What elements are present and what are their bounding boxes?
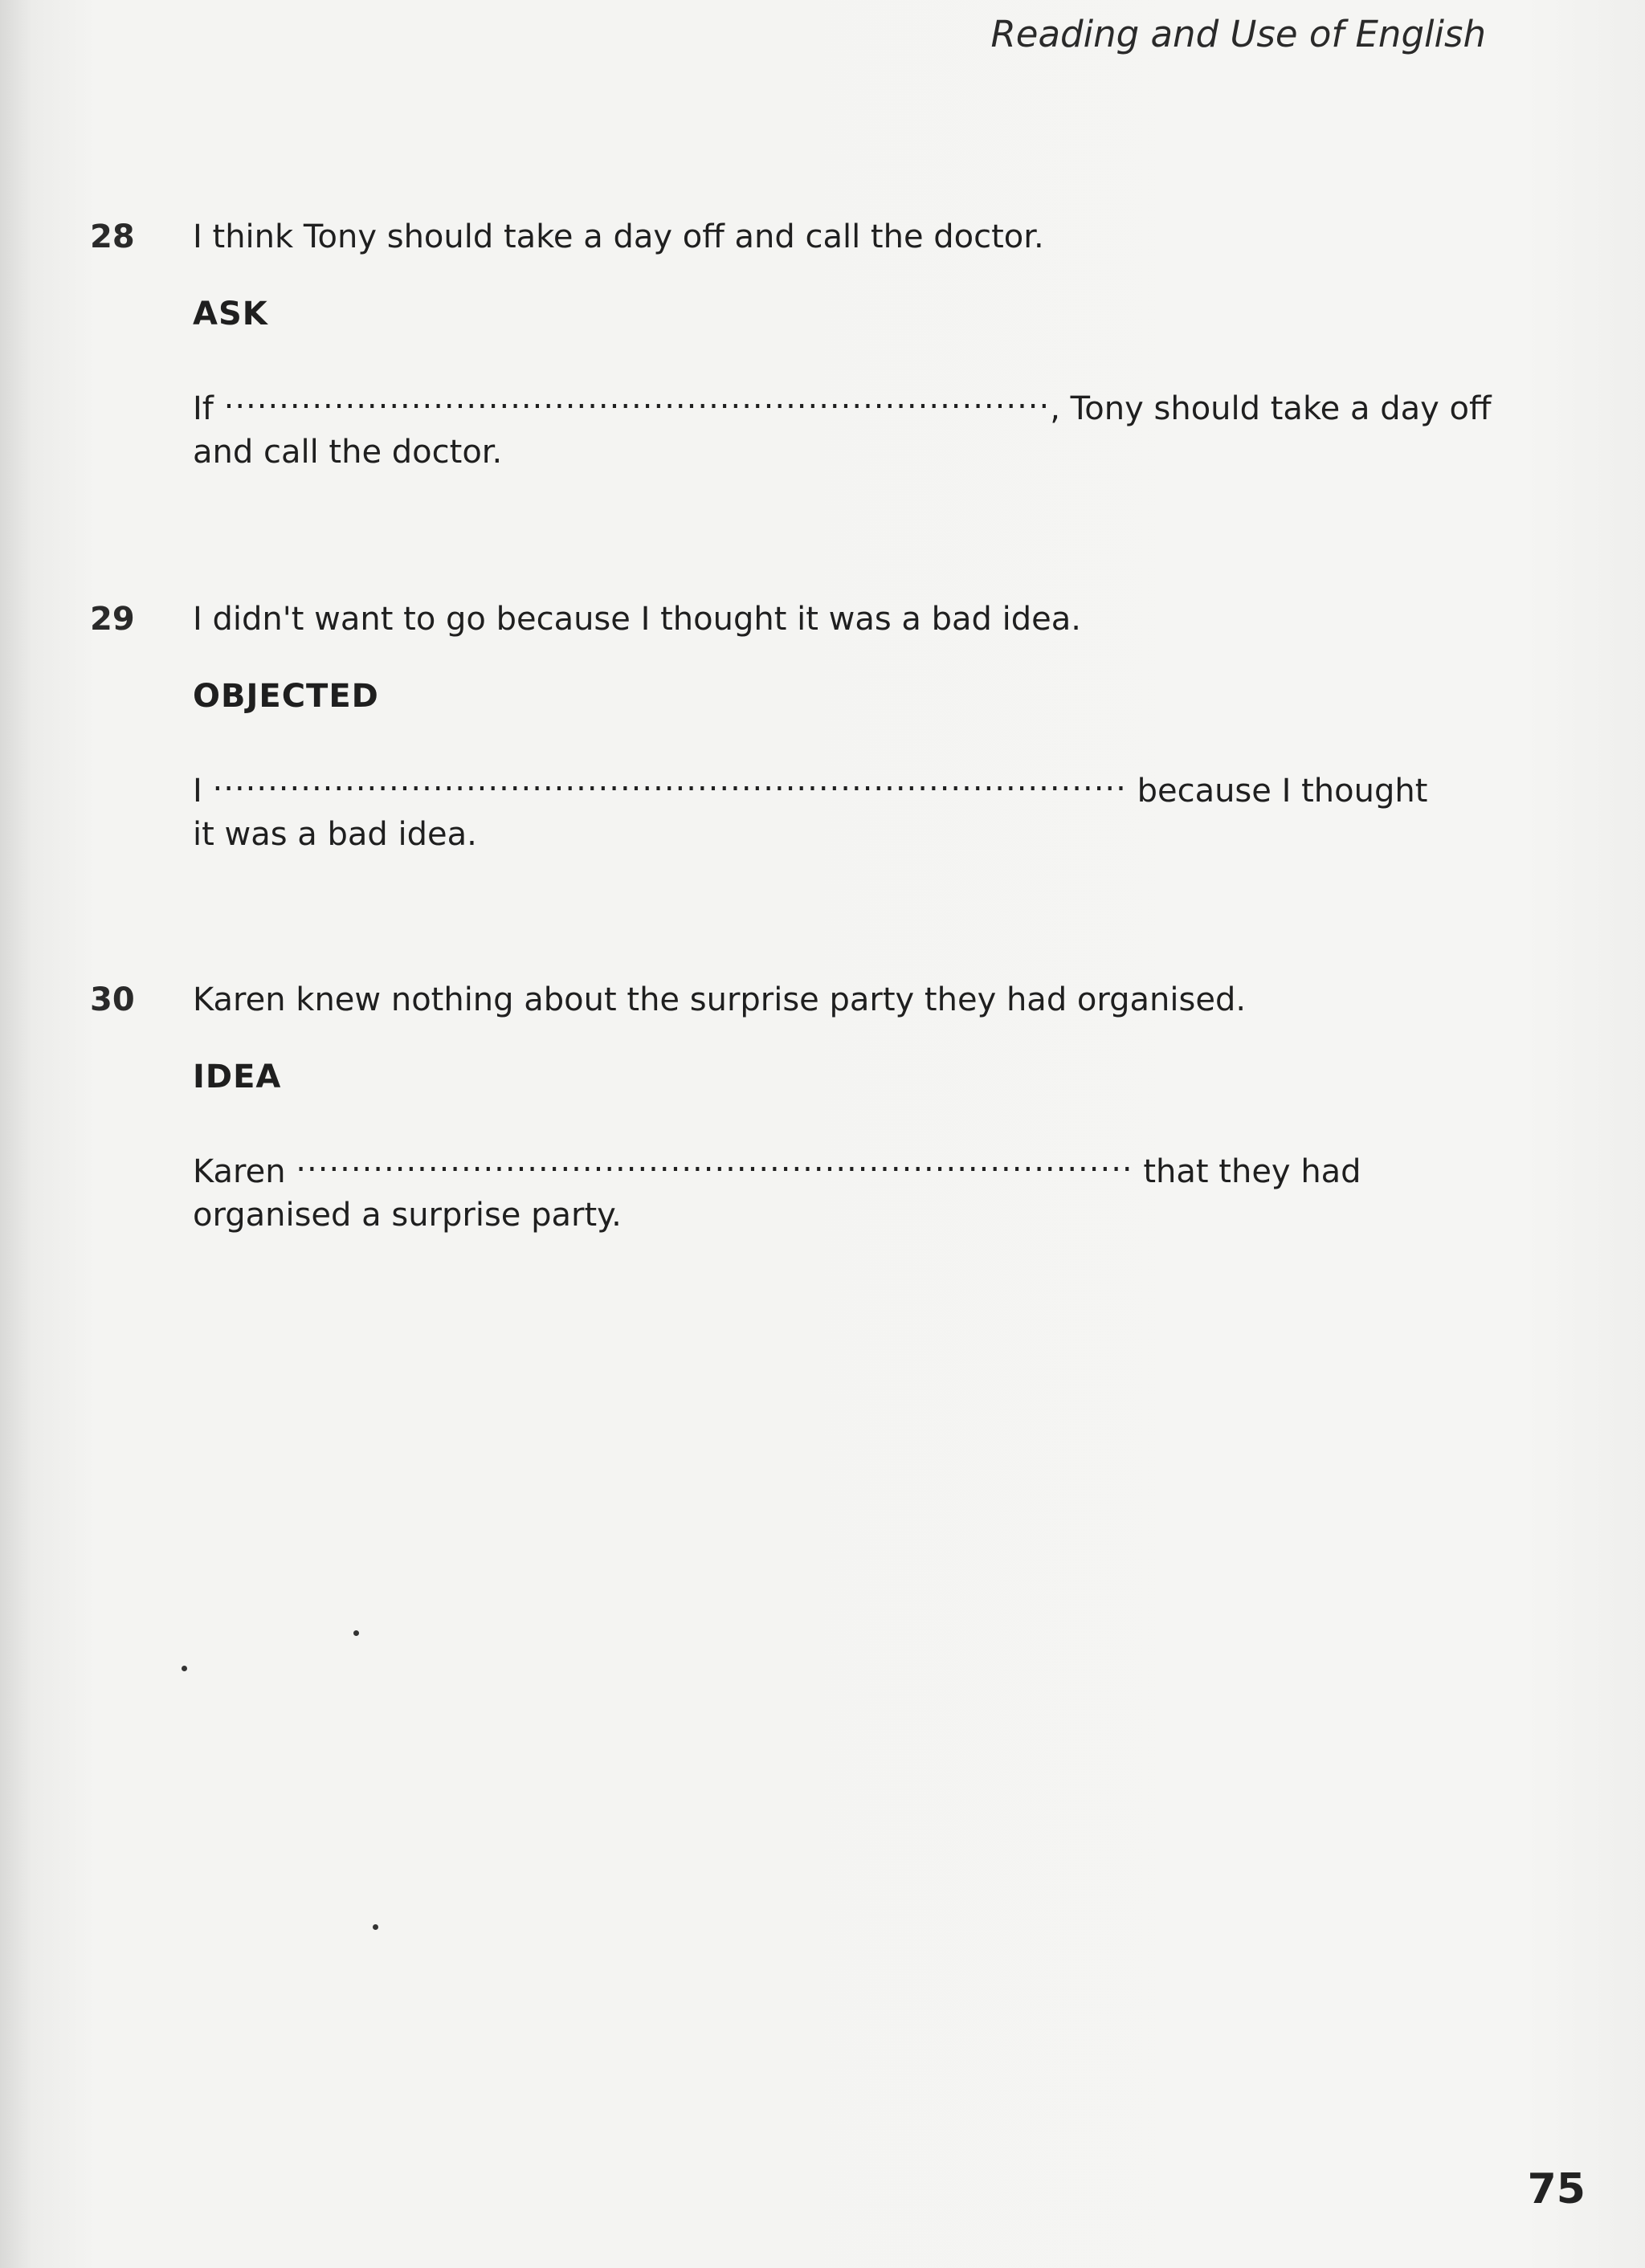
answer-prefix: I xyxy=(193,773,202,810)
answer-gap[interactable]: ............................................................................ xyxy=(296,1142,1133,1179)
question-keyword: ASK xyxy=(193,296,268,332)
scan-speck xyxy=(182,1666,187,1671)
question-sentence: Karen knew nothing about the surprise party they had organised. xyxy=(193,981,1247,1018)
question-30 xyxy=(90,981,1520,1234)
scan-speck xyxy=(353,1630,359,1636)
answer-prefix: If xyxy=(193,390,214,427)
answer-suffix: because I thought it was a bad idea. xyxy=(193,773,1428,853)
question-number: 28 xyxy=(90,218,135,255)
answer-gap[interactable]: ........................................................................... xyxy=(223,379,1051,416)
scan-speck xyxy=(373,1924,378,1930)
question-number: 29 xyxy=(90,601,135,638)
question-28 xyxy=(90,218,1520,471)
question-29 xyxy=(90,601,1520,853)
answer-line xyxy=(193,1139,1365,1237)
question-keyword: OBJECTED xyxy=(193,678,379,715)
question-sentence: I didn't want to go because I thought it was a bad idea. xyxy=(193,601,1081,638)
answer-suffix: that they had organised a surprise party. xyxy=(193,1153,1361,1234)
question-keyword: IDEA xyxy=(193,1059,282,1095)
answer-line xyxy=(193,758,1446,856)
page-number: 75 xyxy=(1527,2165,1586,2213)
page-header: Reading and Use of English xyxy=(990,13,1486,55)
question-number: 30 xyxy=(90,981,135,1018)
answer-prefix: Karen xyxy=(193,1153,286,1190)
answer-line xyxy=(193,376,1494,474)
question-sentence: I think Tony should take a day off and call the doctor. xyxy=(193,218,1044,255)
answer-gap[interactable]: ................................................................................... xyxy=(212,761,1127,798)
answer-suffix: , Tony should take a day off and call the doctor. xyxy=(193,390,1492,471)
